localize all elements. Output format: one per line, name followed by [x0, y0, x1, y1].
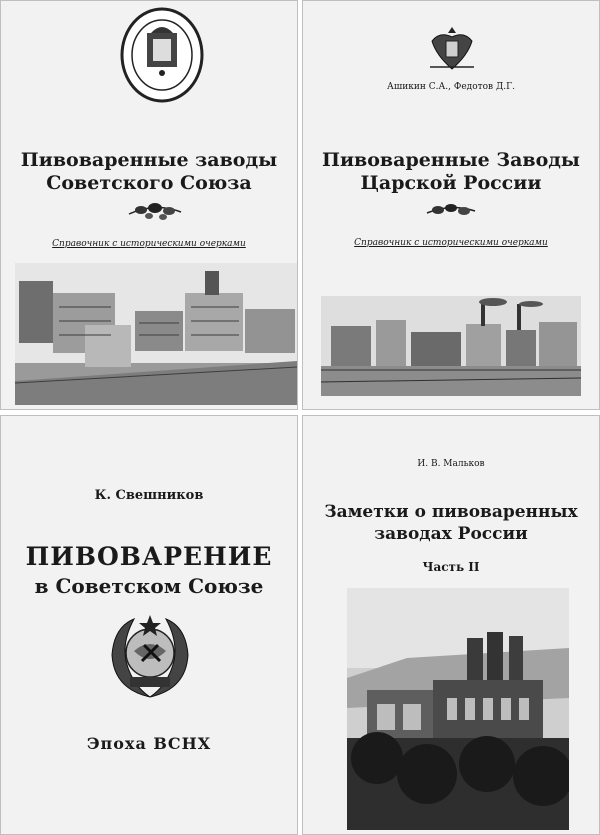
cover-1-subtitle: Справочник с историческими очерками	[52, 239, 246, 249]
hop-branch-ornament	[423, 199, 479, 223]
cover-4-part-label: Часть II	[422, 560, 480, 574]
cover-2-title-line-2: Царской России	[360, 172, 542, 194]
soviet-coat-of-arms-emblem	[104, 611, 196, 703]
hop-branch-ornament	[125, 198, 185, 224]
book-cover-brewing-in-soviet-union	[0, 415, 298, 835]
factory-panorama-illustration	[15, 263, 297, 405]
cover-3-title-line-2: в Советском Союзе	[34, 574, 264, 598]
book-cover-soviet-breweries	[0, 0, 298, 410]
book-cover-notes-on-breweries	[302, 415, 600, 835]
cover-2-publisher-line: Ашикин С.А., Федотов Д.Г.	[387, 82, 515, 92]
cover-2-title-line-1: Пивоваренные Заводы	[322, 149, 580, 171]
cover-4-author: И. В. Мальков	[417, 459, 485, 469]
cover-3-epoch: Эпоха ВСНХ	[86, 734, 212, 753]
imperial-coat-of-arms	[426, 23, 478, 75]
city-panorama-illustration	[321, 296, 581, 396]
cover-2-subtitle: Справочник с историческими очерками	[354, 238, 548, 248]
brewery-building-photo	[347, 588, 569, 830]
cover-3-author: К. Свешников	[94, 488, 204, 503]
cover-4-title-line-2: заводах России	[374, 524, 528, 544]
cover-4-title-line-1: Заметки о пивоваренных	[324, 502, 578, 522]
book-cover-tsarist-breweries	[302, 0, 600, 410]
cover-1-title-line-2: Советского Союза	[46, 172, 252, 194]
cover-1-title-line-1: Пивоваренные заводы	[20, 149, 278, 171]
cover-3-title-line-1: ПИВОВАРЕНИЕ	[25, 542, 273, 571]
circular-seal-stamp	[117, 5, 207, 105]
